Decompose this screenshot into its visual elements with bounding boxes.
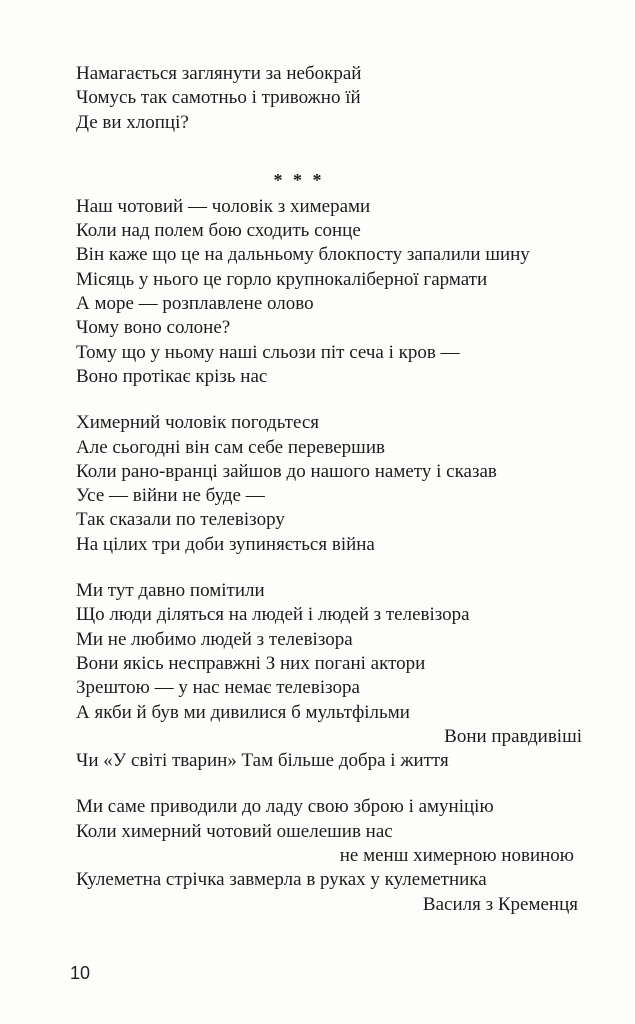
poem-line: Вони якісь несправжні З них погані актори (76, 652, 426, 674)
stanza-3 (76, 579, 586, 773)
poem-line: Але сьогодні він сам себе перевершив (76, 436, 385, 458)
poem-line: Намагається заглянути за небокрай (76, 63, 362, 84)
poem-line: Що люди діляться на людей і людей з телевізора (76, 604, 470, 626)
intro-stanza (76, 62, 586, 135)
poem-line: Зрештою — у нас немає телевізора (76, 677, 360, 699)
poem-line: Тому що у ньому наші сльози піт сеча і кров — (76, 341, 460, 363)
poem-line: А якби й був ми дивилися б мультфільми (76, 701, 410, 723)
poem-line: Усе — війни не буде — (76, 485, 265, 507)
stanza-1 (76, 195, 586, 389)
poem-line: Наш чотовий — чоловік з химерами (76, 195, 371, 217)
poem-line: Ми тут давно помітили (76, 580, 265, 602)
poem-line: Він каже що це на дальньому блокпосту запалили шину (76, 244, 530, 266)
poem-line: На цілих три доби зупиняється війна (76, 533, 375, 555)
stanza-gap (76, 773, 586, 795)
poem-line: Чому воно солоне? (76, 317, 231, 339)
poem-line-right-aligned: Вони правдивіші (444, 725, 582, 747)
poem-line: Коли рано-вранці зайшов до нашого намету і сказав (76, 460, 497, 482)
poem-line: А море — розплавлене олово (76, 293, 314, 315)
poem-line: Коли над полем бою сходить сонце (76, 220, 361, 242)
page-number: 10 (70, 963, 91, 983)
poem-line-right-aligned: Василя з Кременця (422, 893, 578, 915)
poem-line: Коли химерний чотовий ошелешив нас (76, 820, 393, 842)
poem-line: Химерний чоловік погодьтеся (76, 412, 320, 434)
poem-line: Ми саме приводили до ладу свою зброю і амуніцію (76, 796, 494, 818)
poem-line: Чи «У світі тварин» Там більше добра і життя (76, 750, 449, 772)
poem-line: Чомусь так самотньо і тривожно їй (76, 87, 361, 109)
stanza-gap (76, 557, 586, 579)
poem-line: Ми не любимо людей з телевізора (76, 628, 353, 650)
stanza-4 (76, 795, 586, 916)
poem-line-right-aligned: не менш химерною новиною (339, 845, 574, 867)
stanza-2 (76, 411, 586, 557)
poem-line: Так сказали по телевізору (76, 509, 285, 531)
stanza-gap (76, 389, 586, 411)
poem-line: Де ви хлопці? (76, 111, 189, 133)
poem-text (76, 62, 586, 917)
section-separator: * * * (273, 169, 325, 190)
poem-line: Кулеметна стрічка завмерла в руках у кулеметника (76, 869, 487, 891)
poem-line: Воно протікає крізь нас (76, 365, 268, 387)
poem-line: Місяць у нього це горло крупнокаліберної гармати (76, 268, 488, 290)
